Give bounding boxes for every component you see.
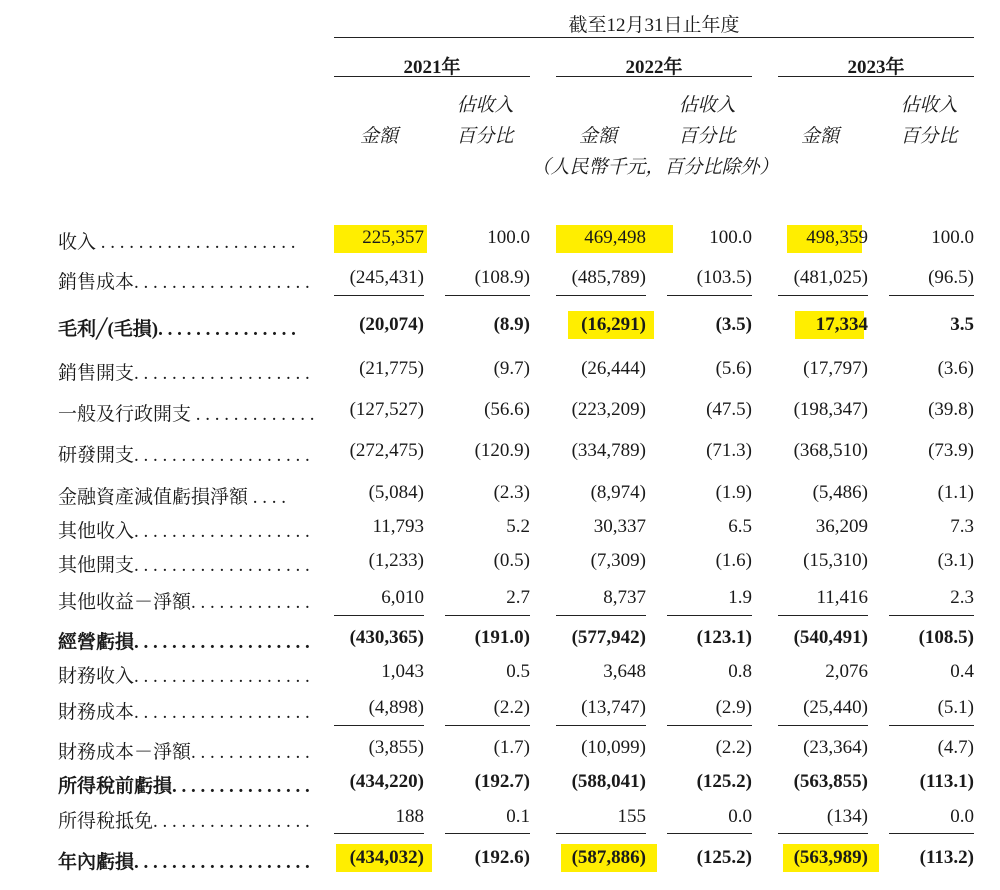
cell-amount-2022: (13,747) <box>581 697 646 718</box>
year-2023: 2023年 <box>847 57 905 78</box>
cell-pct-2023: (4.7) <box>937 737 974 758</box>
rule-fc-pct-2023 <box>889 725 974 726</box>
cell-pct-2022: 6.5 <box>728 516 752 537</box>
cell-amount-2023: (563,855) <box>793 771 868 792</box>
cell-amount-2021: (21,775) <box>359 358 424 379</box>
rule-og-pct-2021 <box>445 615 530 616</box>
row-label-finance-costs: 財務成本. . . . . . . . . . . . . . . . . . . <box>58 702 310 723</box>
cell-amount-2023: 36,209 <box>815 516 868 537</box>
cell-pct-2022: (103.5) <box>696 267 752 288</box>
rule-fc-pct-2022 <box>667 725 752 726</box>
header-top-rule <box>334 37 974 38</box>
cell-pct-2021: (192.6) <box>474 847 530 868</box>
cell-amount-2022: (8,974) <box>590 482 646 503</box>
cell-amount-2021: (20,074) <box>359 314 424 335</box>
row-label-tax-credit: 所得稅抵免. . . . . . . . . . . . . . . . . <box>58 811 310 832</box>
cell-amount-2023: (481,025) <box>793 267 868 288</box>
row-label-gross-profit: 毛利╱(毛損). . . . . . . . . . . . . . . <box>58 319 296 340</box>
cell-pct-2023: (1.1) <box>937 482 974 503</box>
unit-note: （人民幣千元，百分比除外） <box>531 157 779 178</box>
cell-amount-2023: (134) <box>826 806 868 827</box>
year-rule-2021 <box>334 76 530 77</box>
col-amount-2021: 金額 <box>359 126 398 147</box>
year-rule-2022 <box>556 76 752 77</box>
cell-pct-2023: (5.1) <box>937 697 974 718</box>
col-pct-line1-2022: 佔收入 <box>678 95 736 116</box>
row-label-admin-expenses: 一般及行政開支 . . . . . . . . . . . . . <box>58 404 315 425</box>
rule-tax-pct-2021 <box>445 833 530 834</box>
col-pct-line2-2021: 百分比 <box>456 126 514 147</box>
cell-amount-2022: 3,648 <box>603 661 646 682</box>
cell-pct-2022: (125.2) <box>696 847 752 868</box>
cell-pct-2023: (73.9) <box>928 440 974 461</box>
year-2022: 2022年 <box>625 57 683 78</box>
cell-amount-2021: 11,793 <box>372 516 424 537</box>
rule-tax-amt-2023 <box>778 833 868 834</box>
cell-amount-2023: (25,440) <box>803 697 868 718</box>
rule-og-amt-2021 <box>334 615 424 616</box>
row-label-selling-expenses: 銷售開支. . . . . . . . . . . . . . . . . . . <box>58 363 310 384</box>
row-label-rd-expenses: 研發開支. . . . . . . . . . . . . . . . . . . <box>58 445 310 466</box>
rule-og-amt-2022 <box>556 615 646 616</box>
row-label-finance-income: 財務收入. . . . . . . . . . . . . . . . . . . <box>58 666 310 687</box>
cell-amount-2021: (5,084) <box>368 482 424 503</box>
rule-fc-amt-2021 <box>334 725 424 726</box>
cell-pct-2021: (108.9) <box>474 267 530 288</box>
cell-amount-2021: (127,527) <box>349 399 424 420</box>
col-pct-line2-2023: 百分比 <box>900 126 958 147</box>
cell-amount-2021: (4,898) <box>368 697 424 718</box>
cell-amount-2021: (272,475) <box>349 440 424 461</box>
cell-amount-2021: (430,365) <box>349 627 424 648</box>
cell-pct-2021: 0.1 <box>506 806 530 827</box>
cell-pct-2021: (192.7) <box>474 771 530 792</box>
cell-amount-2023: (15,310) <box>803 550 868 571</box>
rule-tax-amt-2021 <box>334 833 424 834</box>
cell-pct-2022: 1.9 <box>728 587 752 608</box>
col-amount-2022: 金額 <box>578 126 617 147</box>
cell-amount-2023: 11,416 <box>816 587 868 608</box>
cell-pct-2022: (47.5) <box>706 399 752 420</box>
cell-pct-2023: (3.1) <box>937 550 974 571</box>
cell-pct-2022: 100.0 <box>709 227 752 248</box>
cell-amount-2021: (1,233) <box>368 550 424 571</box>
cell-pct-2021: 5.2 <box>506 516 530 537</box>
cell-pct-2021: (56.6) <box>484 399 530 420</box>
cell-pct-2021: (9.7) <box>493 358 530 379</box>
cell-amount-2022: 155 <box>617 806 646 827</box>
cell-pct-2021: (8.9) <box>493 314 530 335</box>
cell-pct-2023: (3.6) <box>937 358 974 379</box>
rule-fc-amt-2022 <box>556 725 646 726</box>
cell-pct-2023: 0.4 <box>950 661 974 682</box>
year-2021: 2021年 <box>403 57 461 78</box>
cell-amount-2022: (334,789) <box>571 440 646 461</box>
cell-pct-2023: (113.2) <box>919 847 974 868</box>
cell-pct-2021: (2.3) <box>493 482 530 503</box>
cell-pct-2021: 0.5 <box>506 661 530 682</box>
cell-pct-2021: (0.5) <box>493 550 530 571</box>
row-label-finance-costs-net: 財務成本－淨額. . . . . . . . . . . . . <box>58 742 310 763</box>
year-rule-2023 <box>778 76 974 77</box>
cell-amount-2023: (563,989) <box>793 847 868 868</box>
cell-amount-2021: 188 <box>395 806 424 827</box>
cell-amount-2022: (588,041) <box>571 771 646 792</box>
rule-fc-amt-2023 <box>778 725 868 726</box>
col-pct-line1-2021: 佔收入 <box>456 95 514 116</box>
cell-amount-2021: (434,220) <box>349 771 424 792</box>
rule-cos-amt-2022 <box>556 295 646 296</box>
cell-amount-2022: (10,099) <box>581 737 646 758</box>
cell-pct-2023: 2.3 <box>950 587 974 608</box>
cell-pct-2022: 0.0 <box>728 806 752 827</box>
cell-pct-2022: 0.8 <box>728 661 752 682</box>
rule-og-pct-2023 <box>889 615 974 616</box>
col-amount-2023: 金額 <box>800 126 839 147</box>
cell-pct-2023: 100.0 <box>931 227 974 248</box>
cell-pct-2023: (113.1) <box>919 771 974 792</box>
cell-amount-2021: 6,010 <box>381 587 424 608</box>
cell-pct-2022: (1.9) <box>715 482 752 503</box>
cell-amount-2023: 17,334 <box>815 314 868 335</box>
rule-tax-amt-2022 <box>556 833 646 834</box>
cell-pct-2022: (3.5) <box>715 314 752 335</box>
cell-amount-2022: (223,209) <box>571 399 646 420</box>
cell-pct-2022: (125.2) <box>696 771 752 792</box>
cell-amount-2021: 1,043 <box>381 661 424 682</box>
cell-amount-2023: (5,486) <box>812 482 868 503</box>
rule-og-amt-2023 <box>778 615 868 616</box>
rule-fc-pct-2021 <box>445 725 530 726</box>
cell-amount-2023: (23,364) <box>803 737 868 758</box>
cell-pct-2023: 7.3 <box>950 516 974 537</box>
rule-cos-amt-2021 <box>334 295 424 296</box>
cell-amount-2023: (198,347) <box>793 399 868 420</box>
cell-pct-2023: 3.5 <box>950 314 974 335</box>
period-title: 截至12月31日止年度 <box>568 15 740 36</box>
cell-pct-2021: (2.2) <box>493 697 530 718</box>
row-label-operating-loss: 經營虧損. . . . . . . . . . . . . . . . . . . <box>58 632 310 653</box>
col-pct-line1-2023: 佔收入 <box>900 95 958 116</box>
rule-cos-pct-2021 <box>445 295 530 296</box>
cell-amount-2022: (587,886) <box>571 847 646 868</box>
col-pct-line2-2022: 百分比 <box>678 126 736 147</box>
cell-amount-2023: (368,510) <box>793 440 868 461</box>
cell-amount-2023: (540,491) <box>793 627 868 648</box>
cell-amount-2021: (434,032) <box>349 847 424 868</box>
cell-amount-2022: (26,444) <box>581 358 646 379</box>
cell-pct-2021: (120.9) <box>474 440 530 461</box>
cell-pct-2022: (71.3) <box>706 440 752 461</box>
cell-pct-2021: (1.7) <box>493 737 530 758</box>
cell-pct-2021: 2.7 <box>506 587 530 608</box>
rule-cos-pct-2022 <box>667 295 752 296</box>
cell-pct-2022: (123.1) <box>696 627 752 648</box>
cell-amount-2022: (485,789) <box>571 267 646 288</box>
row-label-other-expenses: 其他開支. . . . . . . . . . . . . . . . . . . <box>58 555 310 576</box>
cell-amount-2021: (3,855) <box>368 737 424 758</box>
rule-tax-pct-2022 <box>667 833 752 834</box>
cell-amount-2023: (17,797) <box>803 358 868 379</box>
cell-amount-2023: 498,359 <box>806 227 868 248</box>
cell-pct-2021: (191.0) <box>474 627 530 648</box>
cell-amount-2022: (577,942) <box>571 627 646 648</box>
cell-amount-2021: (245,431) <box>349 267 424 288</box>
cell-amount-2022: (7,309) <box>590 550 646 571</box>
row-label-cost-of-sales: 銷售成本. . . . . . . . . . . . . . . . . . . <box>58 272 310 293</box>
row-label-impairment: 金融資產減值虧損淨額 . . . . <box>58 487 287 508</box>
row-label-loss-for-year: 年內虧損. . . . . . . . . . . . . . . . . . . <box>58 852 310 873</box>
rule-cos-amt-2023 <box>778 295 868 296</box>
cell-pct-2021: 100.0 <box>487 227 530 248</box>
cell-amount-2022: (16,291) <box>581 314 646 335</box>
row-label-revenue: 收入 . . . . . . . . . . . . . . . . . . . . . <box>58 232 296 253</box>
row-label-other-gains: 其他收益－淨額. . . . . . . . . . . . . <box>58 592 310 613</box>
cell-pct-2023: (39.8) <box>928 399 974 420</box>
cell-amount-2021: 225,357 <box>362 227 424 248</box>
rule-og-pct-2022 <box>667 615 752 616</box>
cell-pct-2022: (5.6) <box>715 358 752 379</box>
cell-amount-2022: 8,737 <box>603 587 646 608</box>
cell-pct-2022: (2.2) <box>715 737 752 758</box>
cell-pct-2023: (96.5) <box>928 267 974 288</box>
rule-tax-pct-2023 <box>889 833 974 834</box>
cell-pct-2023: (108.5) <box>918 627 974 648</box>
cell-amount-2022: 30,337 <box>593 516 646 537</box>
cell-pct-2022: (2.9) <box>715 697 752 718</box>
row-label-other-income: 其他收入. . . . . . . . . . . . . . . . . . . <box>58 521 310 542</box>
cell-pct-2023: 0.0 <box>950 806 974 827</box>
row-label-loss-before-tax: 所得稅前虧損. . . . . . . . . . . . . . . <box>58 776 310 797</box>
cell-pct-2022: (1.6) <box>715 550 752 571</box>
rule-cos-pct-2023 <box>889 295 974 296</box>
cell-amount-2023: 2,076 <box>825 661 868 682</box>
cell-amount-2022: 469,498 <box>584 227 646 248</box>
